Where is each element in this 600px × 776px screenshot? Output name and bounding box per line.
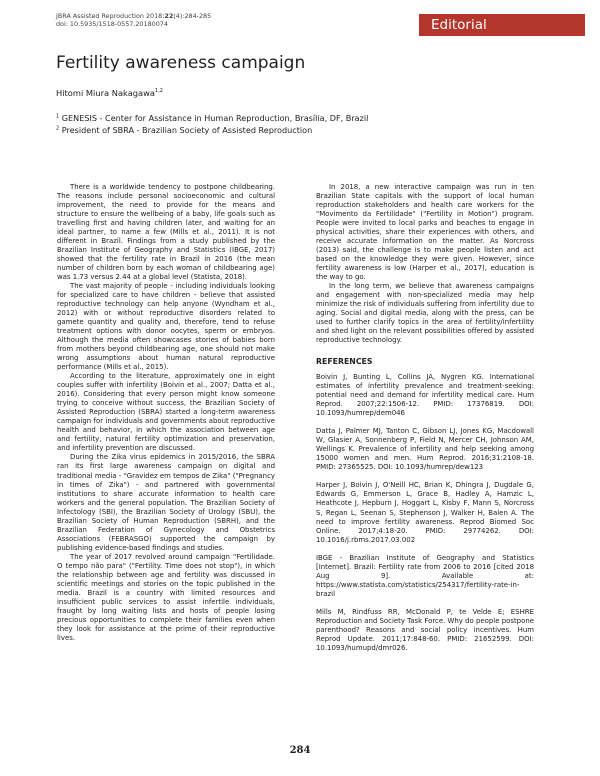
journal-citation: JBRA Assisted Reproduction 2018;22(4):284-285 [56, 12, 212, 20]
author-line [56, 88, 163, 98]
paragraph: During the Zika virus epidemics in 2015/2016, the SBRA ran its first large awareness campaign on digital and traditional media - "Gravidez em tempos de Zika" ("Pregnancy in times of Zika") - and partnered with governmental institutions to share accurate information to health care workers and the general population. The Brazilian Society of Infectology (SBI), the Brazilian Society of Urology (SBU), the Brazilian Society of Human Reproduction (SBRH), and the Brazilian Federation of Gynecology and Obstetrics Associations (FEBRASGO) supported the campaign by publishing evidence-based findings and studies. [57, 453, 275, 552]
article-title: Fertility awareness campaign [56, 53, 306, 73]
affiliation-1: $^1$ GENESIS - Center for Assistance in Human Reproduction, Brasília, DF, Brazil [56, 113, 369, 123]
reference-item: Datta J, Palmer MJ, Tanton C, Gibson LJ, Jones KG, Macdowall W, Glasier A, Sonnenberg P, Field N, Mercer CH, Johnson AM, Wellings K. Prevalence of infertility and help seeking among 15000 women and men. Hum Reprod. 2016;31:2108-18. PMID: 27365525. DOI: 10.1093/humrep/dew123 [316, 427, 534, 472]
paragraph: The vast majority of people - including individuals looking for specialized care to have children - believe that assisted reproductive technology can help anyone (Wyndham et al., 2012) with or without reproductive disorders related to gamete quantity and quality and, therefore, tend to refuse treatment options with donor oocytes, sperm or embryos. Although the media often showcases stories of babies born from mothers beyond childbearing age, one should not make wrong assumptions about human natural reproductive performance (Mills et al., 2015). [57, 282, 275, 372]
journal-info [56, 12, 211, 28]
paragraph: The year of 2017 revolved around campaign "Fertilidade. O tempo não para" ("Fertility. Time does not stop"), in which the relationship between age and fertility was discussed in scientific meetings and stories on the topic published in the media. Brazil is a country with limited resources and insufficient public services to assist infertile individuals, fraught by long waiting lists and hosts of people losing precious opportunities to complete their families even when they look for assistance at the prime of their reproductive lives. [57, 552, 275, 642]
paragraph: In 2018, a new interactive campaign was run in ten Brazilian State capitals with the support of local human reproduction stakeholders and health care workers for the "Movimento da Fertilidade" ("Fertility in Motion") program. People were invited to local parks and beaches to engage in physical activities, share their experiences with others, and receive accurate information on the matter. As Norcross (2013) said, the challenge is to make people listen and act based on the knowledge they were given. However, since fertility awareness is low (Harper et al., 2017), education is the way to go. [316, 183, 534, 282]
paragraph: There is a worldwide tendency to postpone childbearing. The reasons include personal socioeconomic and cultural improvement, the need to provide for the means and structure to ensure the wellbeing of a baby, life goals such as travelling first and having children later, and waiting for an ideal partner, to name a few (Mills et al., 2011). It is not different in Brazil. Findings from a study published by the Brazilian Institute of Geography and Statistics (IBGE, 2017) showed that the fertility rate in Brazil in 2016 (the mean number of children born by each woman of childbearing age) was 1.73 versus 2.44 at a global level (Statista, 2018). [57, 183, 275, 282]
section-banner: Editorial [419, 14, 585, 36]
paragraph: According to the literature, approximately one in eight couples suffer with infertility (Boivin et al., 2007; Datta et al., 2016). Considering that every person might know someone trying to conceive without success, the Brazilian Society of Assisted Reproduction (SBRA) started a long-term awareness campaign for individuals and governments about reproductive health and behavior, in which the association between age and fertility, natural fertility optimization and preservation, and infertility prevention are discussed. [57, 372, 275, 453]
reference-item: Mills M, Rindfuss RR, McDonald P, te Velde E; ESHRE Reproduction and Society Task Force. Why do people postpone parenthood? Reasons and social policy incentives. Hum Reprod Update. 2011;17:848-60. PMID: 21652599. DOI: 10.1093/humupd/dmr026. [316, 607, 534, 652]
body-column-right [316, 183, 534, 662]
doi-line: doi: 10.5935/1518-0557.20180074 [56, 20, 168, 28]
paragraph: In the long term, we believe that awareness campaigns and engagement with non-specialized media may help minimize the risk of individuals suffering from infertility due to aging. Social and digital media, along with the press, can be used to further clarify topics in the area of fertility/infertility and shed light on the relevant possibilities offered by assisted reproductive technology. [316, 282, 534, 345]
body-column-left [57, 183, 275, 643]
page-number: 284 [289, 745, 311, 756]
journal-volume: 22 [164, 12, 174, 20]
reference-item: Harper J, Boivin J, O'Neill HC, Brian K, Dhingra J, Dugdale G, Edwards G, Emmerson L, Grace B, Hadley A, Hamzic L, Heathcote J, Hepburn J, Hoggart L, Kisby F, Mann S, Norcross S, Regan L, Seenan S, Stephenson J, Walker H, Balen A. The need to improve fertility awareness. Reprod Biomed Soc Online. 2017;4:18-20. PMID: 29774262. DOI: 10.1016/j.rbms.2017.03.002 [316, 481, 534, 544]
affiliation-2: $^2$ President of SBRA - Brazilian Society of Assisted Reproduction [56, 125, 313, 135]
reference-item: IBGE - Brazilian Institute of Geography and Statistics [Internet]. Brazil: Fertility rate from 2006 to 2016 [cited 2018 Aug 9]. Available at: https://www.statista.com/statistics/254317/fertility-rate-in-brazil [316, 553, 534, 598]
author-name: Hitomi Miura Nakagawa [56, 88, 156, 98]
reference-item: Boivin J, Bunting L, Collins JA, Nygren KG. International estimates of infertility prevalence and treatment-seeking: potential need and demand for infertility medical care. Hum Reprod. 2007;22:1506-12. PMID: 17376819. DOI: 10.1093/humrep/dem046 [316, 373, 534, 418]
author-sup: 1,2 [155, 88, 163, 95]
references-heading: REFERENCES [316, 357, 373, 367]
